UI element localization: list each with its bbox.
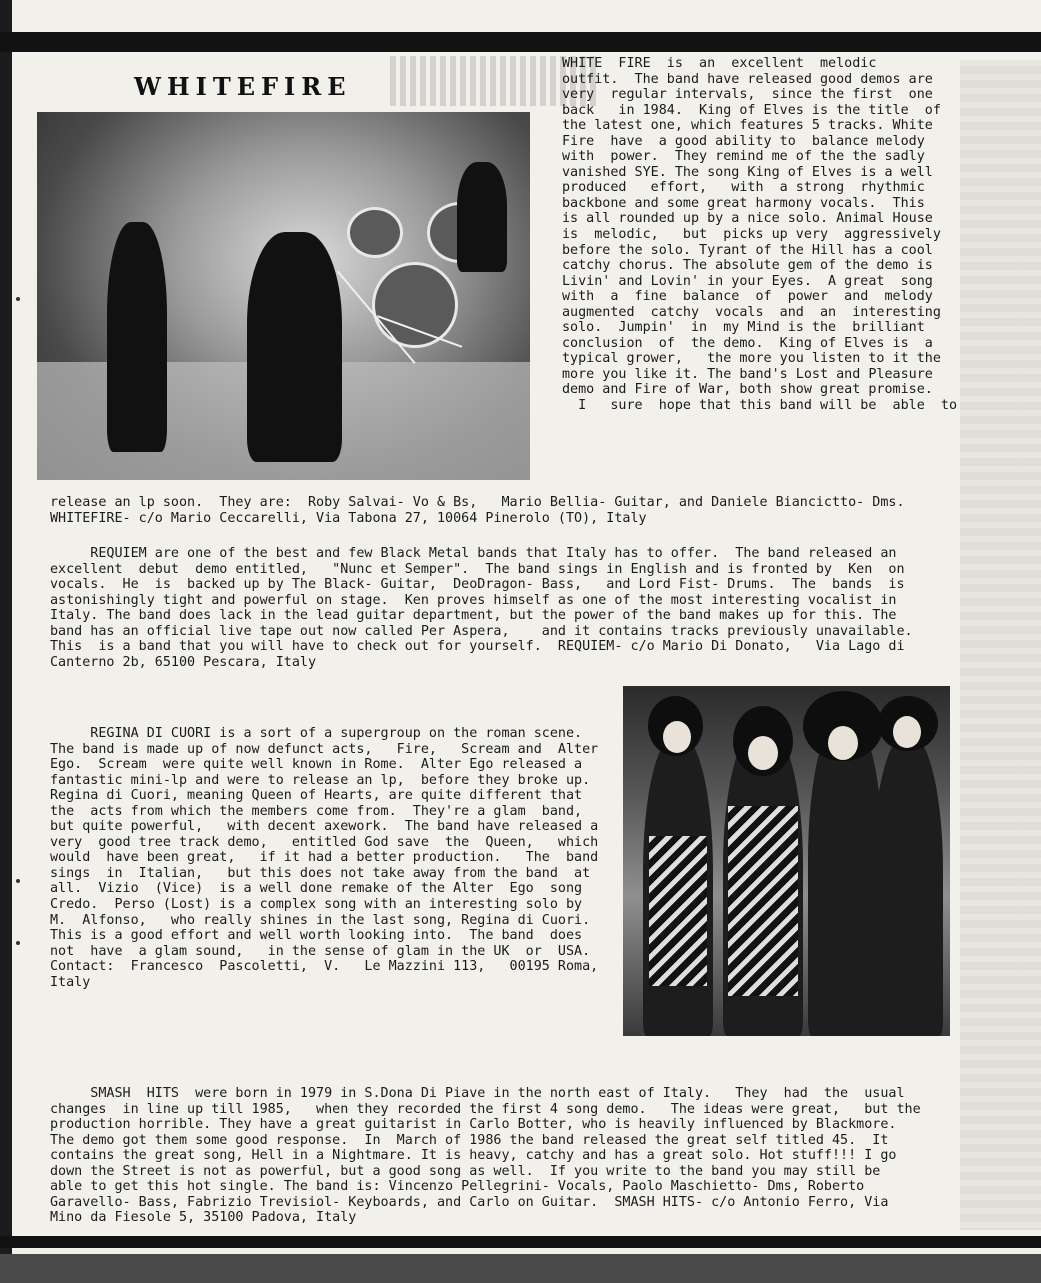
text-line: The band is made up of now defunct acts, Fire, Scream and Alter <box>50 741 599 757</box>
text-line: REGINA DI CUORI is a sort of a supergroup on the roman scene. <box>50 726 583 741</box>
text-line: before the solo. Tyrant of the Hill has a cool <box>562 242 933 258</box>
text-line: produced effort, with a strong rhythmic <box>562 180 925 196</box>
text-line: more you like it. The band's Lost and Pleasure <box>562 366 933 382</box>
text-line: Italy. The band does lack in the lead guitar department, but the power of the band makes up for this. The <box>50 608 897 624</box>
text-line: very good tree track demo, entitled God save the Queen, which <box>50 834 599 850</box>
text-line: backbone and some great harmony vocals. This <box>562 195 925 211</box>
text-line: down the Street is not as powerful, but a good song as well. If you write to the band you may still be <box>50 1163 881 1179</box>
text-line: I sure hope that this band will be able to <box>562 398 958 414</box>
text-line: not have a glam sound, in the sense of glam in the UK or USA. <box>50 943 591 959</box>
striped-outfit-2 <box>728 806 798 996</box>
text-line: is melodic, but picks up very aggressively <box>562 227 941 243</box>
whitefire-live-photo <box>37 112 530 480</box>
bass-drum <box>372 262 458 348</box>
text-line: fantastic mini-lp and were to release an lp, before they broke up. <box>50 772 591 788</box>
text-line: M. Alfonso, who really shines in the last song, Regina di Cuori. <box>50 912 591 928</box>
top-rule <box>0 32 1041 52</box>
text-line: production horrible. They have a great guitarist in Carlo Botter, who is heavily influenced by Blackmore. <box>50 1117 897 1133</box>
text-line: REQUIEM are one of the best and few Black Metal bands that Italy has to offer. The band released an <box>50 546 897 561</box>
smash-hits-review <box>50 1086 921 1226</box>
text-line: Contact: Francesco Pascoletti, V. Le Mazzini 113, 00195 Roma, <box>50 959 599 975</box>
text-line: but quite powerful, with decent axework. The band have released a <box>50 819 599 835</box>
text-line: Livin' and Lovin' in your Eyes. A great song <box>562 273 933 289</box>
member-1-face <box>663 721 691 753</box>
text-line: catchy chorus. The absolute gem of the demo is <box>562 258 933 274</box>
tom-drum-left <box>347 207 403 258</box>
member-3 <box>808 716 883 1036</box>
text-line: sings in Italian, but this does not take away from the band at <box>50 865 591 881</box>
text-line: WHITE FIRE is an excellent melodic <box>562 56 877 71</box>
binder-hole-2 <box>16 879 20 883</box>
text-line: excellent debut demo entitled, "Nunc et Semper". The band sings in English and is fronted by Ken on <box>50 561 905 577</box>
member-4-face <box>893 716 921 748</box>
drummer <box>457 162 507 272</box>
requiem-review <box>50 546 913 670</box>
text-line: with power. They remind me of the the sadly <box>562 149 925 165</box>
guitarist-left <box>107 222 167 452</box>
text-line: Credo. Perso (Lost) is a complex song with an interesting solo by <box>50 897 583 913</box>
page-edge-shadow <box>0 0 12 1283</box>
text-line: This is a good effort and well worth looking into. The band does <box>50 928 583 944</box>
text-line: the acts from which the members come from. They're a glam band, <box>50 803 583 819</box>
text-line: augmented catchy vocals and an interesting <box>562 304 941 320</box>
text-line: typical grower, the more you listen to it the <box>562 351 941 367</box>
text-line: outfit. The band have released good demos are <box>562 71 933 87</box>
text-line: contains the great song, Hell in a Nightmare. It is heavy, catchy and has a great solo. Hot stuff!!! I go <box>50 1148 897 1164</box>
bottom-page-edge <box>0 1254 1041 1283</box>
text-line: Mino da Fiesole 5, 35100 Padova, Italy <box>50 1210 357 1226</box>
text-line: demo and Fire of War, both show great promise. <box>562 382 933 398</box>
regina-di-cuori-review <box>50 726 598 990</box>
member-4 <box>873 736 943 1036</box>
text-line: back in 1984. King of Elves is the title of <box>562 102 941 118</box>
text-line: The demo got them some good response. In March of 1986 the band released the great self titled 45. It <box>50 1132 889 1148</box>
text-line: the latest one, which features 5 tracks. White <box>562 118 933 134</box>
text-line: is all rounded up by a nice solo. Animal House <box>562 211 933 227</box>
text-line: band has an official live tape out now called Per Aspera, and it contains tracks previously unavailable. <box>50 623 913 639</box>
member-2-face <box>748 736 778 770</box>
text-line: very regular intervals, since the first one <box>562 87 933 103</box>
text-line: all. Vizio (Vice) is a well done remake of the Alter Ego song <box>50 881 583 897</box>
text-line: release an lp soon. They are: Roby Salvai- Vo & Bs, Mario Bellia- Guitar, and Daniele Biancictto- Dms. <box>50 495 905 510</box>
text-line: would have been great, if it had a better production. The band <box>50 850 599 866</box>
text-line: able to get this hot single. The band is: Vincenzo Pellegrini- Vocals, Paolo Maschietto- Dms, Roberto <box>50 1179 865 1195</box>
text-line: Italy <box>50 974 91 990</box>
text-line: Fire have a good ability to balance melody <box>562 133 925 149</box>
text-line: SMASH HITS were born in 1979 in S.Dona Di Piave in the north east of Italy. They had the usual <box>50 1086 905 1101</box>
text-line: solo. Jumpin' in my Mind is the brilliant <box>562 320 925 336</box>
text-line: Garavello- Bass, Fabrizio Trevisiol- Keyboards, and Carlo on Guitar. SMASH HITS- c/o Antonio Ferro, Via <box>50 1194 889 1210</box>
text-line: with a fine balance of power and melody <box>562 289 933 305</box>
whitefire-review-column <box>562 56 957 414</box>
text-line: vanished SYE. The song King of Elves is a well <box>562 164 933 180</box>
member-3-face <box>828 726 858 760</box>
text-line: This is a band that you will have to check out for yourself. REQUIEM- c/o Mario Di Donato, Via Lago di <box>50 639 905 655</box>
regina-di-cuori-band-photo <box>623 686 950 1036</box>
text-line: Ego. Scream were quite well known in Rome. Alter Ego released a <box>50 757 583 773</box>
whitefire-review-continued <box>50 495 905 526</box>
text-line: Regina di Cuori, meaning Queen of Hearts, are quite different that <box>50 788 583 804</box>
text-line: vocals. He is backed up by The Black- Guitar, DeoDragon- Bass, and Lord Fist- Drums. The bands is <box>50 577 905 593</box>
text-line: conclusion of the demo. King of Elves is a <box>562 335 933 351</box>
bottom-rule <box>0 1236 1041 1248</box>
text-line: astonishingly tight and powerful on stage. Ken proves himself as one of the most interesting vocalist in <box>50 592 897 608</box>
guitarist-center <box>247 232 342 462</box>
striped-outfit-1 <box>649 836 707 986</box>
article-title: WHITEFIRE <box>134 72 352 101</box>
binder-hole <box>16 297 20 301</box>
binder-hole-3 <box>16 941 20 945</box>
text-line: Canterno 2b, 65100 Pescara, Italy <box>50 654 317 670</box>
text-line: WHITEFIRE- c/o Mario Ceccarelli, Via Tabona 27, 10064 Pinerolo (TO), Italy <box>50 510 647 526</box>
text-line: changes in line up till 1985, when they recorded the first 4 song demo. The ideas were great, but the <box>50 1101 921 1117</box>
bleed-through-right-margin <box>960 60 1041 1230</box>
